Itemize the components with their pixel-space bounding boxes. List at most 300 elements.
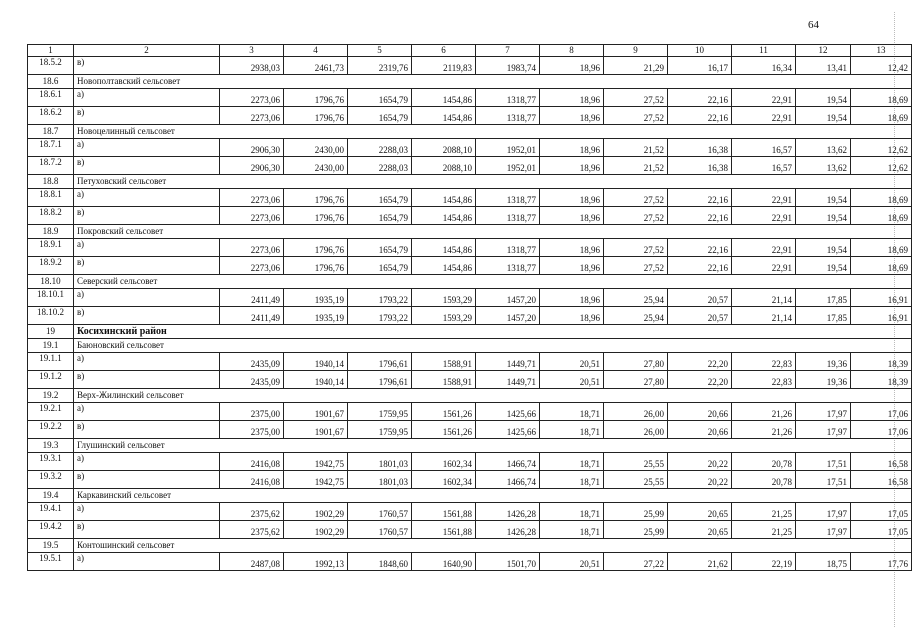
- value-cell: 18,69: [851, 89, 912, 107]
- value-cell: 1796,61: [348, 371, 412, 389]
- value-cell: 18,69: [851, 107, 912, 125]
- row-code: 19.3.1: [28, 453, 74, 471]
- section-header-row: [28, 125, 912, 139]
- value-cell: 1457,20: [476, 289, 540, 307]
- value-cell: 1759,95: [348, 421, 412, 439]
- value-cell: 1593,29: [412, 289, 476, 307]
- value-cell: 1801,03: [348, 453, 412, 471]
- section-header-row: [28, 539, 912, 553]
- value-cell: 1983,74: [476, 57, 540, 75]
- value-cell: 1942,75: [284, 453, 348, 471]
- value-cell: 2416,08: [220, 453, 284, 471]
- column-number-cell: 11: [732, 45, 796, 57]
- value-cell: 1654,79: [348, 107, 412, 125]
- value-cell: 12,62: [851, 139, 912, 157]
- value-cell: 27,52: [604, 107, 668, 125]
- row-variant: а): [74, 189, 220, 207]
- value-cell: 17,97: [796, 421, 851, 439]
- row-variant: а): [74, 353, 220, 371]
- column-number-cell: 7: [476, 45, 540, 57]
- value-cell: 1318,77: [476, 239, 540, 257]
- value-cell: 1796,61: [348, 353, 412, 371]
- row-variant: в): [74, 307, 220, 325]
- value-cell: 1466,74: [476, 453, 540, 471]
- value-cell: 1449,71: [476, 371, 540, 389]
- value-cell: 17,76: [851, 553, 912, 571]
- value-cell: 20,78: [732, 453, 796, 471]
- value-cell: 1318,77: [476, 89, 540, 107]
- row-code: 18.8: [28, 175, 74, 189]
- value-cell: 22,16: [668, 189, 732, 207]
- value-cell: 22,16: [668, 89, 732, 107]
- value-cell: 1902,29: [284, 521, 348, 539]
- table-row: [28, 239, 912, 257]
- value-cell: 1793,22: [348, 289, 412, 307]
- value-cell: 16,58: [851, 471, 912, 489]
- value-cell: 22,83: [732, 371, 796, 389]
- value-cell: 1425,66: [476, 403, 540, 421]
- value-cell: 1602,34: [412, 453, 476, 471]
- value-cell: 2375,00: [220, 421, 284, 439]
- value-cell: 1318,77: [476, 107, 540, 125]
- value-cell: 1940,14: [284, 353, 348, 371]
- table-row: [28, 107, 912, 125]
- value-cell: 1801,03: [348, 471, 412, 489]
- table-row: [28, 157, 912, 175]
- value-cell: 2088,10: [412, 139, 476, 157]
- value-cell: 1602,34: [412, 471, 476, 489]
- value-cell: 1992,13: [284, 553, 348, 571]
- section-name: Каркавинский сельсовет: [74, 489, 912, 503]
- value-cell: 19,54: [796, 239, 851, 257]
- row-code: 19.4.1: [28, 503, 74, 521]
- row-code: 19.1: [28, 339, 74, 353]
- value-cell: 17,06: [851, 421, 912, 439]
- value-cell: 2273,06: [220, 189, 284, 207]
- table-body: [28, 57, 912, 571]
- row-variant: в): [74, 107, 220, 125]
- value-cell: 2375,62: [220, 521, 284, 539]
- value-cell: 1454,86: [412, 107, 476, 125]
- row-variant: а): [74, 289, 220, 307]
- value-cell: 18,69: [851, 189, 912, 207]
- value-cell: 13,62: [796, 157, 851, 175]
- value-cell: 18,96: [540, 239, 604, 257]
- value-cell: 17,05: [851, 503, 912, 521]
- row-code: 18.9.2: [28, 257, 74, 275]
- value-cell: 19,36: [796, 353, 851, 371]
- value-cell: 18,75: [796, 553, 851, 571]
- value-cell: 18,71: [540, 471, 604, 489]
- value-cell: 21,26: [732, 421, 796, 439]
- table-row: [28, 553, 912, 571]
- value-cell: 1796,76: [284, 107, 348, 125]
- row-code: 18.7: [28, 125, 74, 139]
- value-cell: 2430,00: [284, 139, 348, 157]
- value-cell: 20,66: [668, 421, 732, 439]
- value-cell: 16,57: [732, 139, 796, 157]
- value-cell: 2411,49: [220, 289, 284, 307]
- value-cell: 2411,49: [220, 307, 284, 325]
- value-cell: 1796,76: [284, 89, 348, 107]
- value-cell: 2273,06: [220, 89, 284, 107]
- value-cell: 25,55: [604, 453, 668, 471]
- column-number-cell: 6: [412, 45, 476, 57]
- row-code: 18.8.1: [28, 189, 74, 207]
- value-cell: 16,57: [732, 157, 796, 175]
- row-code: 19.5: [28, 539, 74, 553]
- table-row: [28, 289, 912, 307]
- value-cell: 18,96: [540, 157, 604, 175]
- value-cell: 21,25: [732, 521, 796, 539]
- value-cell: 1466,74: [476, 471, 540, 489]
- value-cell: 17,05: [851, 521, 912, 539]
- section-name: Контошинский сельсовет: [74, 539, 912, 553]
- row-variant: в): [74, 421, 220, 439]
- value-cell: 16,38: [668, 157, 732, 175]
- value-cell: 2273,06: [220, 239, 284, 257]
- value-cell: 25,94: [604, 307, 668, 325]
- value-cell: 1940,14: [284, 371, 348, 389]
- row-code: 18.8.2: [28, 207, 74, 225]
- value-cell: 2288,03: [348, 157, 412, 175]
- section-name: Баюновский сельсовет: [74, 339, 912, 353]
- row-code: 19.4.2: [28, 521, 74, 539]
- value-cell: 1848,60: [348, 553, 412, 571]
- row-variant: в): [74, 471, 220, 489]
- value-cell: 1454,86: [412, 207, 476, 225]
- table-row: [28, 307, 912, 325]
- value-cell: 2435,09: [220, 353, 284, 371]
- row-variant: в): [74, 157, 220, 175]
- value-cell: 1318,77: [476, 257, 540, 275]
- value-cell: 1759,95: [348, 403, 412, 421]
- column-number-cell: 12: [796, 45, 851, 57]
- value-cell: 2906,30: [220, 157, 284, 175]
- row-code: 19.1.1: [28, 353, 74, 371]
- value-cell: 16,38: [668, 139, 732, 157]
- value-cell: 1952,01: [476, 139, 540, 157]
- row-code: 18.6.2: [28, 107, 74, 125]
- value-cell: 19,54: [796, 257, 851, 275]
- value-cell: 13,62: [796, 139, 851, 157]
- value-cell: 17,51: [796, 471, 851, 489]
- value-cell: 2119,83: [412, 57, 476, 75]
- value-cell: 2273,06: [220, 257, 284, 275]
- value-cell: 1561,26: [412, 421, 476, 439]
- value-cell: 18,96: [540, 189, 604, 207]
- value-cell: 1796,76: [284, 239, 348, 257]
- row-variant: в): [74, 257, 220, 275]
- value-cell: 22,16: [668, 207, 732, 225]
- table-row: [28, 353, 912, 371]
- value-cell: 21,52: [604, 139, 668, 157]
- value-cell: 20,51: [540, 353, 604, 371]
- value-cell: 2416,08: [220, 471, 284, 489]
- value-cell: 22,91: [732, 107, 796, 125]
- value-cell: 1654,79: [348, 257, 412, 275]
- row-variant: в): [74, 57, 220, 75]
- row-code: 18.10: [28, 275, 74, 289]
- tariff-table: [27, 44, 912, 571]
- value-cell: 12,62: [851, 157, 912, 175]
- row-code: 18.7.2: [28, 157, 74, 175]
- value-cell: 1454,86: [412, 239, 476, 257]
- row-variant: а): [74, 453, 220, 471]
- value-cell: 2435,09: [220, 371, 284, 389]
- value-cell: 21,29: [604, 57, 668, 75]
- section-header-row: [28, 275, 912, 289]
- value-cell: 20,22: [668, 453, 732, 471]
- value-cell: 2375,62: [220, 503, 284, 521]
- value-cell: 18,96: [540, 257, 604, 275]
- value-cell: 19,54: [796, 207, 851, 225]
- row-variant: а): [74, 403, 220, 421]
- column-number-cell: 13: [851, 45, 912, 57]
- column-number-cell: 9: [604, 45, 668, 57]
- district-header-row: [28, 325, 912, 339]
- value-cell: 18,71: [540, 421, 604, 439]
- section-name: Северский сельсовет: [74, 275, 912, 289]
- section-name: Глушинский сельсовет: [74, 439, 912, 453]
- value-cell: 1654,79: [348, 239, 412, 257]
- value-cell: 18,71: [540, 403, 604, 421]
- value-cell: 22,91: [732, 207, 796, 225]
- value-cell: 1901,67: [284, 421, 348, 439]
- value-cell: 16,34: [732, 57, 796, 75]
- row-code: 18.6.1: [28, 89, 74, 107]
- value-cell: 18,96: [540, 107, 604, 125]
- row-code: 19.5.1: [28, 553, 74, 571]
- value-cell: 12,42: [851, 57, 912, 75]
- value-cell: 2461,73: [284, 57, 348, 75]
- value-cell: 21,25: [732, 503, 796, 521]
- value-cell: 22,20: [668, 353, 732, 371]
- value-cell: 27,52: [604, 207, 668, 225]
- value-cell: 27,22: [604, 553, 668, 571]
- value-cell: 18,71: [540, 521, 604, 539]
- value-cell: 18,96: [540, 307, 604, 325]
- value-cell: 16,58: [851, 453, 912, 471]
- value-cell: 22,16: [668, 239, 732, 257]
- value-cell: 27,80: [604, 353, 668, 371]
- value-cell: 18,69: [851, 239, 912, 257]
- value-cell: 20,66: [668, 403, 732, 421]
- row-variant: а): [74, 239, 220, 257]
- section-name: Новоцелинный сельсовет: [74, 125, 912, 139]
- value-cell: 2375,00: [220, 403, 284, 421]
- value-cell: 1640,90: [412, 553, 476, 571]
- column-number-cell: 8: [540, 45, 604, 57]
- value-cell: 25,99: [604, 521, 668, 539]
- row-code: 18.10.2: [28, 307, 74, 325]
- value-cell: 22,16: [668, 257, 732, 275]
- value-cell: 17,85: [796, 289, 851, 307]
- column-number-cell: 3: [220, 45, 284, 57]
- value-cell: 2906,30: [220, 139, 284, 157]
- value-cell: 22,91: [732, 257, 796, 275]
- value-cell: 1561,88: [412, 521, 476, 539]
- value-cell: 20,51: [540, 371, 604, 389]
- value-cell: 17,51: [796, 453, 851, 471]
- section-header-row: [28, 225, 912, 239]
- value-cell: 2319,76: [348, 57, 412, 75]
- column-number-cell: 5: [348, 45, 412, 57]
- value-cell: 13,41: [796, 57, 851, 75]
- row-code: 18.6: [28, 75, 74, 89]
- value-cell: 1426,28: [476, 521, 540, 539]
- section-header-row: [28, 489, 912, 503]
- value-cell: 18,96: [540, 139, 604, 157]
- row-variant: а): [74, 503, 220, 521]
- value-cell: 17,97: [796, 521, 851, 539]
- column-number-row: [28, 45, 912, 57]
- value-cell: 2430,00: [284, 157, 348, 175]
- value-cell: 1454,86: [412, 189, 476, 207]
- value-cell: 1449,71: [476, 353, 540, 371]
- value-cell: 1426,28: [476, 503, 540, 521]
- row-variant: в): [74, 207, 220, 225]
- table-row: [28, 257, 912, 275]
- value-cell: 1318,77: [476, 189, 540, 207]
- table-row: [28, 503, 912, 521]
- value-cell: 1588,91: [412, 353, 476, 371]
- value-cell: 20,65: [668, 521, 732, 539]
- value-cell: 27,52: [604, 89, 668, 107]
- value-cell: 1935,19: [284, 307, 348, 325]
- value-cell: 1318,77: [476, 207, 540, 225]
- value-cell: 27,52: [604, 189, 668, 207]
- value-cell: 19,54: [796, 89, 851, 107]
- value-cell: 26,00: [604, 403, 668, 421]
- value-cell: 18,39: [851, 371, 912, 389]
- value-cell: 1935,19: [284, 289, 348, 307]
- value-cell: 22,83: [732, 353, 796, 371]
- section-header-row: [28, 339, 912, 353]
- table-row: [28, 371, 912, 389]
- section-name: Петуховский сельсовет: [74, 175, 912, 189]
- table-row: [28, 57, 912, 75]
- value-cell: 18,96: [540, 289, 604, 307]
- row-variant: а): [74, 89, 220, 107]
- row-code: 19.2.1: [28, 403, 74, 421]
- section-name: Покровский сельсовет: [74, 225, 912, 239]
- value-cell: 2273,06: [220, 107, 284, 125]
- table-row: [28, 189, 912, 207]
- row-code: 19.3: [28, 439, 74, 453]
- value-cell: 1501,70: [476, 553, 540, 571]
- section-header-row: [28, 175, 912, 189]
- value-cell: 20,57: [668, 307, 732, 325]
- column-number-cell: 2: [74, 45, 220, 57]
- value-cell: 18,96: [540, 57, 604, 75]
- value-cell: 2088,10: [412, 157, 476, 175]
- section-header-row: [28, 75, 912, 89]
- row-code: 19: [28, 325, 74, 339]
- district-name: Косихинский район: [74, 325, 912, 339]
- value-cell: 1454,86: [412, 257, 476, 275]
- value-cell: 19,36: [796, 371, 851, 389]
- table-row: [28, 89, 912, 107]
- value-cell: 18,71: [540, 453, 604, 471]
- value-cell: 19,54: [796, 189, 851, 207]
- value-cell: 17,06: [851, 403, 912, 421]
- value-cell: 22,20: [668, 371, 732, 389]
- value-cell: 21,52: [604, 157, 668, 175]
- section-header-row: [28, 389, 912, 403]
- value-cell: 25,55: [604, 471, 668, 489]
- column-number-cell: 1: [28, 45, 74, 57]
- value-cell: 20,51: [540, 553, 604, 571]
- value-cell: 1902,29: [284, 503, 348, 521]
- value-cell: 18,96: [540, 89, 604, 107]
- value-cell: 1793,22: [348, 307, 412, 325]
- value-cell: 22,91: [732, 89, 796, 107]
- table-row: [28, 453, 912, 471]
- value-cell: 19,54: [796, 107, 851, 125]
- table-row: [28, 207, 912, 225]
- column-number-cell: 4: [284, 45, 348, 57]
- section-name: Верх-Жилинский сельсовет: [74, 389, 912, 403]
- value-cell: 25,99: [604, 503, 668, 521]
- table-row: [28, 139, 912, 157]
- value-cell: 2938,03: [220, 57, 284, 75]
- value-cell: 1561,26: [412, 403, 476, 421]
- value-cell: 16,91: [851, 307, 912, 325]
- row-code: 19.2.2: [28, 421, 74, 439]
- value-cell: 1654,79: [348, 189, 412, 207]
- value-cell: 1796,76: [284, 257, 348, 275]
- value-cell: 27,52: [604, 257, 668, 275]
- value-cell: 1901,67: [284, 403, 348, 421]
- row-variant: а): [74, 553, 220, 571]
- value-cell: 1457,20: [476, 307, 540, 325]
- value-cell: 17,97: [796, 503, 851, 521]
- value-cell: 1425,66: [476, 421, 540, 439]
- value-cell: 1942,75: [284, 471, 348, 489]
- value-cell: 21,26: [732, 403, 796, 421]
- value-cell: 21,62: [668, 553, 732, 571]
- page-number: 64: [808, 19, 819, 31]
- value-cell: 18,96: [540, 207, 604, 225]
- value-cell: 1796,76: [284, 189, 348, 207]
- row-variant: в): [74, 371, 220, 389]
- row-code: 19.4: [28, 489, 74, 503]
- value-cell: 18,39: [851, 353, 912, 371]
- value-cell: 1760,57: [348, 521, 412, 539]
- value-cell: 27,80: [604, 371, 668, 389]
- value-cell: 1952,01: [476, 157, 540, 175]
- value-cell: 1593,29: [412, 307, 476, 325]
- value-cell: 18,71: [540, 503, 604, 521]
- value-cell: 20,65: [668, 503, 732, 521]
- table-row: [28, 403, 912, 421]
- row-code: 19.1.2: [28, 371, 74, 389]
- value-cell: 17,85: [796, 307, 851, 325]
- column-number-cell: 10: [668, 45, 732, 57]
- value-cell: 21,14: [732, 289, 796, 307]
- value-cell: 1760,57: [348, 503, 412, 521]
- value-cell: 2487,08: [220, 553, 284, 571]
- value-cell: 1588,91: [412, 371, 476, 389]
- value-cell: 16,91: [851, 289, 912, 307]
- value-cell: 1796,76: [284, 207, 348, 225]
- table-row: [28, 521, 912, 539]
- value-cell: 25,94: [604, 289, 668, 307]
- row-variant: а): [74, 139, 220, 157]
- table-row: [28, 471, 912, 489]
- value-cell: 21,14: [732, 307, 796, 325]
